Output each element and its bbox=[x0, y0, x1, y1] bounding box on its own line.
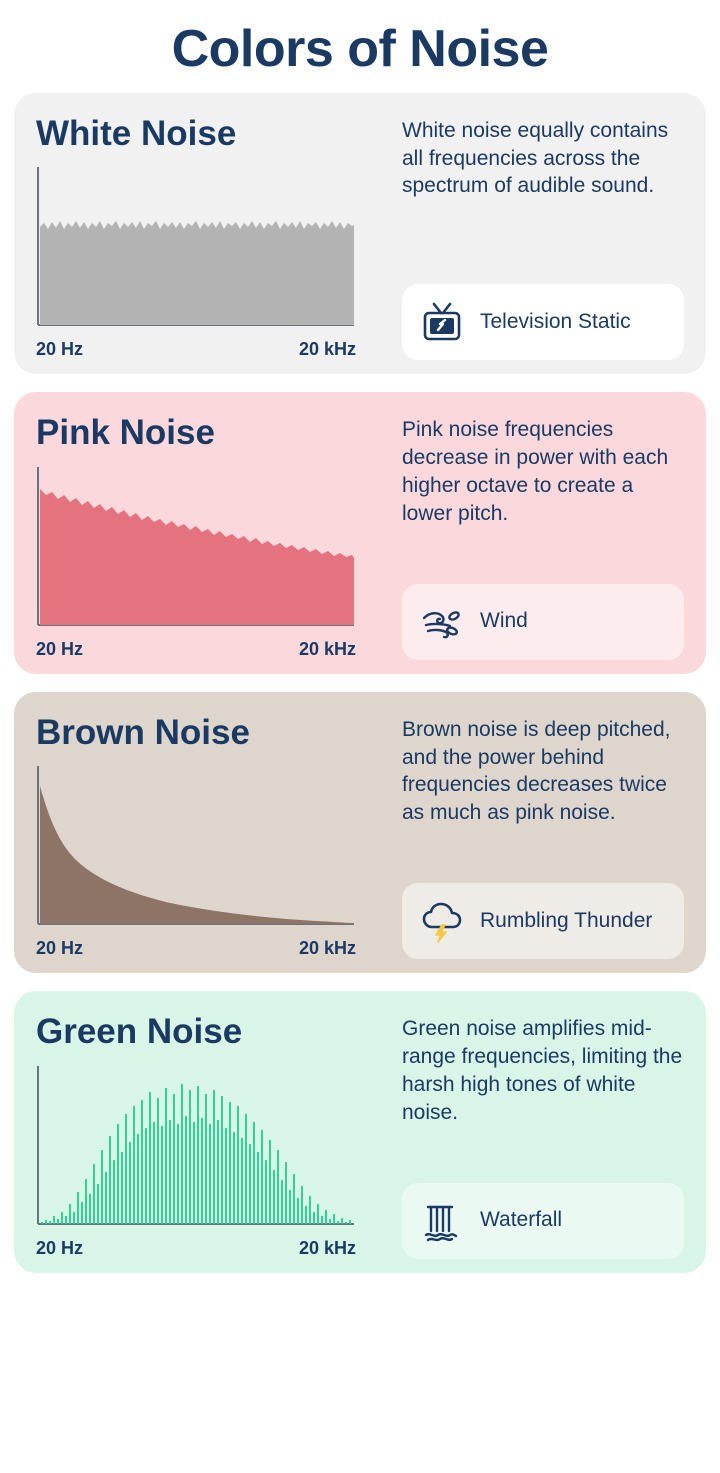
example-card-brown bbox=[402, 883, 684, 959]
noise-description-pink: Pink noise frequencies decrease in power with each higher octave to create a lower pitch. bbox=[402, 418, 669, 525]
axis-low-green: 20 Hz bbox=[36, 1237, 84, 1258]
axis-high-pink: 20 kHz bbox=[298, 638, 356, 659]
spectrum-plot-pink bbox=[36, 465, 356, 633]
axis-low-pink: 20 Hz bbox=[36, 638, 84, 659]
example-card-green bbox=[402, 1183, 684, 1259]
example-label-white: Television Static bbox=[480, 309, 631, 333]
spectrum-svg-brown bbox=[36, 764, 356, 932]
noise-card-pink bbox=[14, 392, 706, 674]
axis-labels-pink bbox=[36, 639, 356, 660]
card-right-white bbox=[388, 111, 684, 361]
axis-labels-white bbox=[36, 339, 356, 360]
spectrum-plot-brown bbox=[36, 764, 356, 932]
card-left-brown bbox=[36, 710, 388, 960]
noise-description-green: Green noise amplifies mid-range frequencies, limiting the harsh high tones of white noise. bbox=[402, 1017, 683, 1124]
spectrum-plot-white bbox=[36, 165, 356, 333]
axis-high-white: 20 kHz bbox=[298, 339, 356, 360]
noise-description-brown: Brown noise is deep pitched, and the power behind frequencies decreases twice as much as pink noise. bbox=[402, 717, 671, 825]
axis-low-white: 20 Hz bbox=[36, 339, 84, 360]
noise-card-white bbox=[14, 93, 706, 375]
noise-card-green bbox=[14, 991, 706, 1273]
axis-low-brown: 20 Hz bbox=[36, 938, 84, 959]
card-right-green bbox=[388, 1009, 684, 1259]
axis-high-green: 20 kHz bbox=[298, 1237, 356, 1258]
axis-high-brown: 20 kHz bbox=[298, 938, 356, 959]
noise-title-green: Green Noise bbox=[36, 1012, 243, 1052]
axis-labels-brown bbox=[36, 938, 356, 959]
card-left-green bbox=[36, 1009, 388, 1259]
card-right-pink bbox=[388, 410, 684, 660]
card-right-brown bbox=[388, 710, 684, 960]
thunder-cloud-icon bbox=[416, 895, 468, 947]
television-icon bbox=[416, 296, 468, 348]
spectrum-svg-pink bbox=[36, 465, 356, 633]
page-title: Colors of Noise bbox=[171, 20, 549, 78]
noise-title-white: White Noise bbox=[36, 113, 237, 153]
wind-icon bbox=[416, 596, 468, 648]
noise-title-brown: Brown Noise bbox=[36, 712, 250, 752]
waterfall-icon bbox=[416, 1195, 468, 1247]
example-label-pink: Wind bbox=[480, 609, 528, 633]
noise-title-pink: Pink Noise bbox=[36, 413, 215, 453]
example-label-green: Waterfall bbox=[480, 1208, 563, 1232]
spectrum-svg-green bbox=[36, 1064, 356, 1232]
example-card-pink bbox=[402, 584, 684, 660]
card-left-white bbox=[36, 111, 388, 361]
noise-card-brown bbox=[14, 692, 706, 974]
spectrum-plot-green bbox=[36, 1064, 356, 1232]
card-left-pink bbox=[36, 410, 388, 660]
spectrum-svg-white bbox=[36, 165, 356, 333]
example-label-brown: Rumbling Thunder bbox=[480, 908, 653, 932]
example-card-white bbox=[402, 284, 684, 360]
axis-labels-green bbox=[36, 1238, 356, 1259]
noise-description-white: White noise equally contains all frequencies across the spectrum of audible sound. bbox=[402, 118, 669, 198]
